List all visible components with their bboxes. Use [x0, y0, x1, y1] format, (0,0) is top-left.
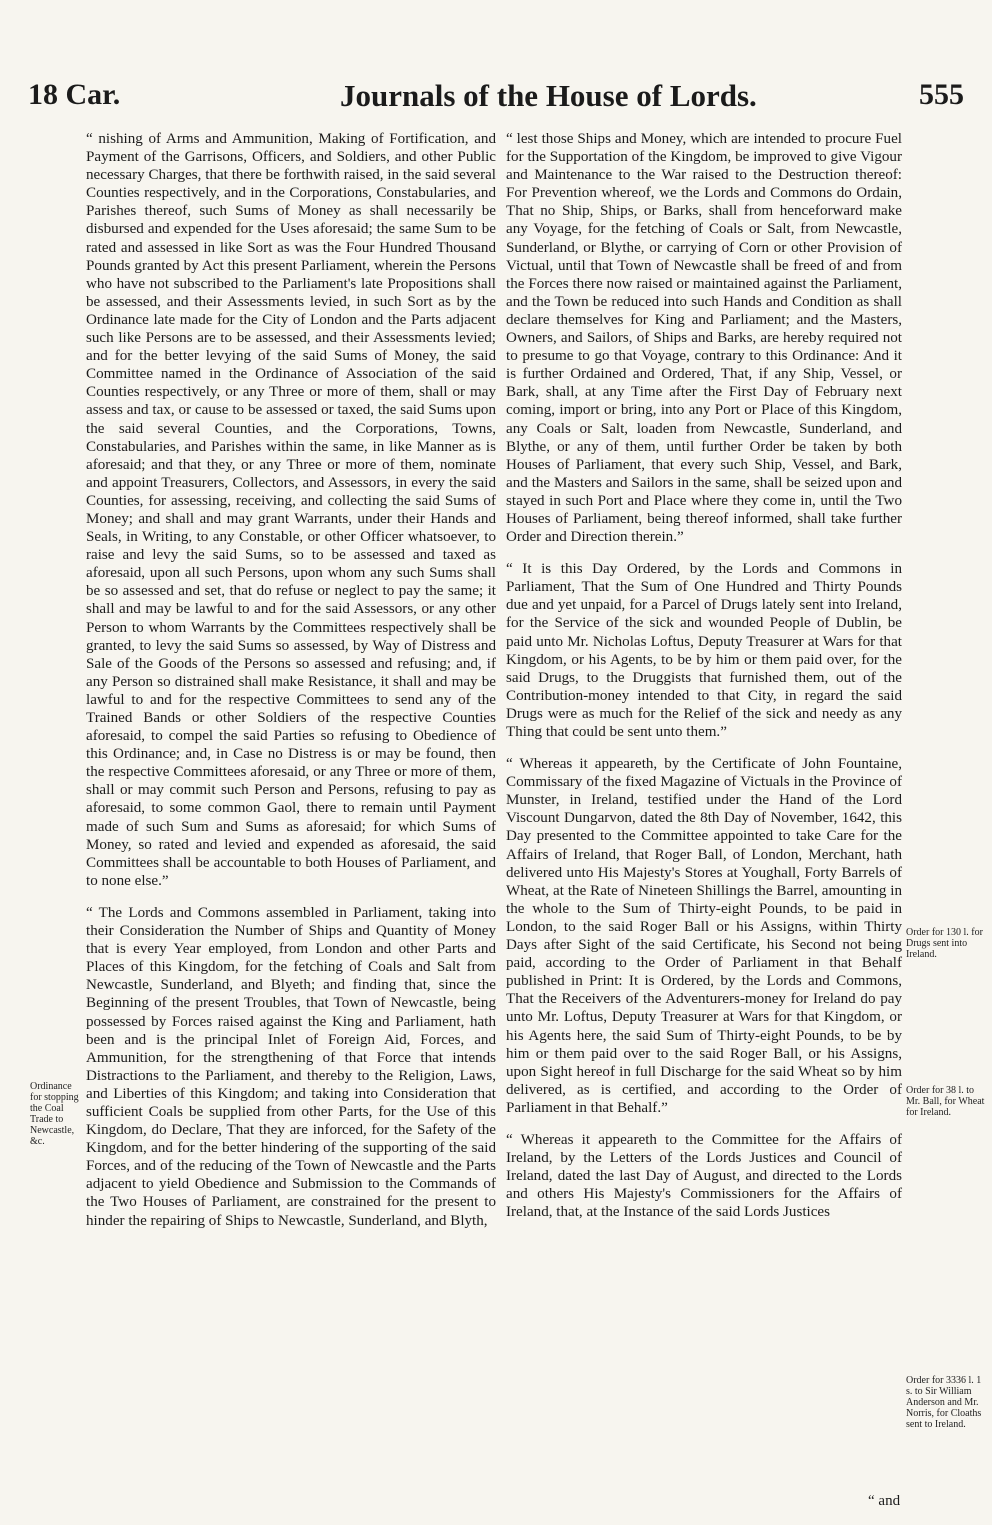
paragraph-coal-trade-ordinance: “ The Lords and Commons assembled in Parliament, taking into their Consideration the Number of Ships and Quantity of Money that is every Year employed, from London and other Parts and Places of this Kingdom, for the fetching of Coals and Salt from Newcastle, Sunderland, and Blyeth; and finding that, since the Beginning of the present Troubles, that Town of Newcastle, being possessed by Forces raised against the King and Parliament, hath been and is the principal Inlet of Foreign Aid, Forces, and Ammunition, for the strengthening of that Force that intends Distractions to the Parliament, and thereby to the Religion, Laws, and Liberties of this Kingdom; and taking into Consideration that sufficient Coals be supplied from other Parts, for the Use of this Kingdom, do Declare, That they are inforced, for the Safety of the Kingdom, and for the better hindering of the supporting of the said Forces, and of the reducing of the Town of Newcastle and the Parts adjacent to yield Obedience and Submission to the Commands of the Two Houses of Parliament, are constrained for the present to hinder the repairing of Ships to Newcastle, Sunderland, and Blyth,: [86, 904, 500, 1229]
paragraph-wheat-order: “ Whereas it appeareth, by the Certificate of John Fountaine, Commissary of the fixed Magazine of Victuals in the Province of Munster, in Ireland, testified under the Hand of the Lord Viscount Dungarvon, dated the 8th Day of November, 1642, this Day presented to the Committee appointed to take Care for the Affairs of Ireland, that Roger Ball, of London, Merchant, hath delivered unto His Majesty's Stores at Youghall, Forty Barrels of Wheat, at the Rate of Nineteen Shillings the Barrel, amounting in the whole to the Sum of Thirty-eight Pounds, to be paid in London, to the said Roger Ball or his Assigns, within Thirty Days after Sight of the said Certificate, his Second not being paid, according to the Order of Parliament in that Behalf published in Print: It is Ordered, by the Lords and Commons, That the Receivers of the Adventurers-money for Ireland do pay unto Mr. Loftus, Deputy Treasurer at Wars for that Kingdom, or his Agents here, the said Sum of Thirty-eight Pounds, to be by him or them paid over to the said Roger Ball, or his Assigns, upon Sight hereof in full Discharge for the said Wheat so by him delivered, as is certified, and according to the Order of Parliament in that Behalf.”: [506, 756, 906, 1116]
paragraph-assessment-ordinance: “ nishing of Arms and Ammunition, Making of Fortification, and Payment of the Garrisons, Officers, and Soldiers, and other Public necessary Charges, that there be forthwith raised, in the said several Counties respectively, and in the Corporations, Constabularies, and Parishes thereof, such Sums of Money as shall necessarily be disbursed and expended for the Uses aforesaid; the same Sum to be rated and assessed in like Sort as was the Four Hundred Thousand Pounds granted by Act this present Parliament, wherein the Persons who have not subscribed to the Parliament's late Propositions shall be assessed, and their Assessments levied, in such Sort as by the Ordinance late made for the City of London and the Parts adjacent such like Persons are to be assessed, and their Assessments levied; and for the better levying of the said Sums of Money, the said Committee named in the Ordinance of Association of the said Counties respectively, or any Three or more of them, shall or may assess and tax, or cause to be assessed or taxed, the said Sums upon the said several Counties, and the Corporations, Towns, Constabularies, and Parishes within the same, in like Manner as is aforesaid; and that they, or any Three or more of them, nominate and appoint Treasurers, Collectors, and Assessors, in every the said Counties, for assessing, receiving, and collecting the said Sums of Money; and shall and may grant Warrants, under their Hands and Seals, in Writing, to any Constable, or other Officer whatsoever, to raise and levy the said Sums, so to be assessed and taxed as aforesaid, upon all such Persons, upon whom any such Sums shall be so assessed and set, that do refuse or neglect to pay the same; it shall and may be lawful to and for the said Assessors, or any other Person to whom Warrants by the Committees respectively shall be granted, to levy the said Sums so assessed, by Way of Distress and Sale of the Goods of the Persons so assessed and refusing; and, if any Person so distrained shall make Resistance, it shall and may be lawful to and for the respective Committees to send any of the Trained Bands or other Soldiers of the respective Counties aforesaid, to compel the said Parties so refusing to Obedience of this Ordinance; and, in Case no Distress is or may be found, then the respective Committees aforesaid, or any Three or more of them, shall or may commit such Person and Persons, refusing to pay as aforesaid, to some common Gaol, there to remain until Payment made of such Sum and Sums as aforesaid; for which Sums of Money, so rated and levied and expended as aforesaid, the said Committees shall be accountable to both Houses of Parliament, and to none else.”: [86, 131, 500, 889]
margin-note-wheat: Order for 38 l. to Mr. Ball, for Wheat for Ireland.: [906, 1085, 985, 1118]
page-number: 555: [919, 78, 964, 111]
left-column: [86, 130, 500, 1244]
paragraph-cloaths-order: “ Whereas it appeareth to the Committee for the Affairs of Ireland, by the Letters of the Lords Justices and Council of Ireland, dated the last Day of August, and directed to the Lords and others His Majesty's Commissioners for the Affairs of Ireland, that, at the Instance of the said Lords Justices: [506, 1131, 906, 1221]
paragraph-drugs-order: “ It is this Day Ordered, by the Lords and Commons in Parliament, That the Sum of One Hundred and Thirty Pounds due and yet unpaid, for a Parcel of Drugs lately sent into Ireland, for the Service of the sick and wounded People of Dublin, be paid unto Mr. Nicholas Loftus, Deputy Treasurer at Wars for that Kingdom, or his Agents, to be by him or them paid over, for the said Drugs, to the Druggists that furnished them, out of the Contribution-money intended to that City, in regard the said Drugs were as much for the Relief of the sick and needy as any Thing that could be sent unto them.”: [506, 561, 906, 740]
margin-note-cloaths: Order for 3336 l. 1 s. to Sir William Anderson and Mr. Norris, for Cloaths sent to Ireland.: [906, 1375, 982, 1430]
margin-note-coal-trade: Ordinance for stopping the Coal Trade to Newcastle, &c.: [30, 1081, 79, 1147]
running-title: Journals of the House of Lords.: [340, 78, 757, 113]
margin-note-drugs: Order for 130 l. for Drugs sent into Ireland.: [906, 927, 983, 960]
paragraph-coal-trade-continued: “ lest those Ships and Money, which are intended to procure Fuel for the Supportation of the Kingdom, be improved to give Vigour and Maintenance to the War raised to the Destruction thereof: For Prevention whereof, we the Lords and Commons do Ordain, That no Ship, Ships, or Barks, shall from henceforward make any Voyage, for the fetching of Coals or Salt, from Newcastle, Sunderland, or Blythe, or carrying of Corn or other Provision of Victual, until that Town of Newcastle shall be freed of and from the Forces there now raised or maintained against the Parliament, and the Town be reduced into such Hands and Condition as shall declare themselves for King and Parliament; and the Masters, Owners, and Sailors, of Ships and Barks, are hereby required not to presume to go that Voyage, contrary to this Ordinance: And it is further Ordained and Ordered, That, if any Ship, Vessel, or Bark, shall, at any Time after the First Day of February next coming, import or bring, into any Port or Place of this Kingdom, any Coals or Salt, loaden from Newcastle, Sunderland, and Blythe, or any of them, until further Order be taken by both Houses of Parliament, that every such Ship, Vessel, and Bark, and the Masters and Sailors in the same, shall be seized upon and stayed in such Port and Place where they come in, until the Two Houses of Parliament, being thereof informed, shall take further Order and Direction therein.”: [506, 131, 906, 546]
regnal-year: 18 Car.: [28, 78, 121, 111]
right-column: [506, 130, 906, 1235]
catchword: “ and: [868, 1493, 901, 1509]
page-header: [0, 78, 992, 124]
